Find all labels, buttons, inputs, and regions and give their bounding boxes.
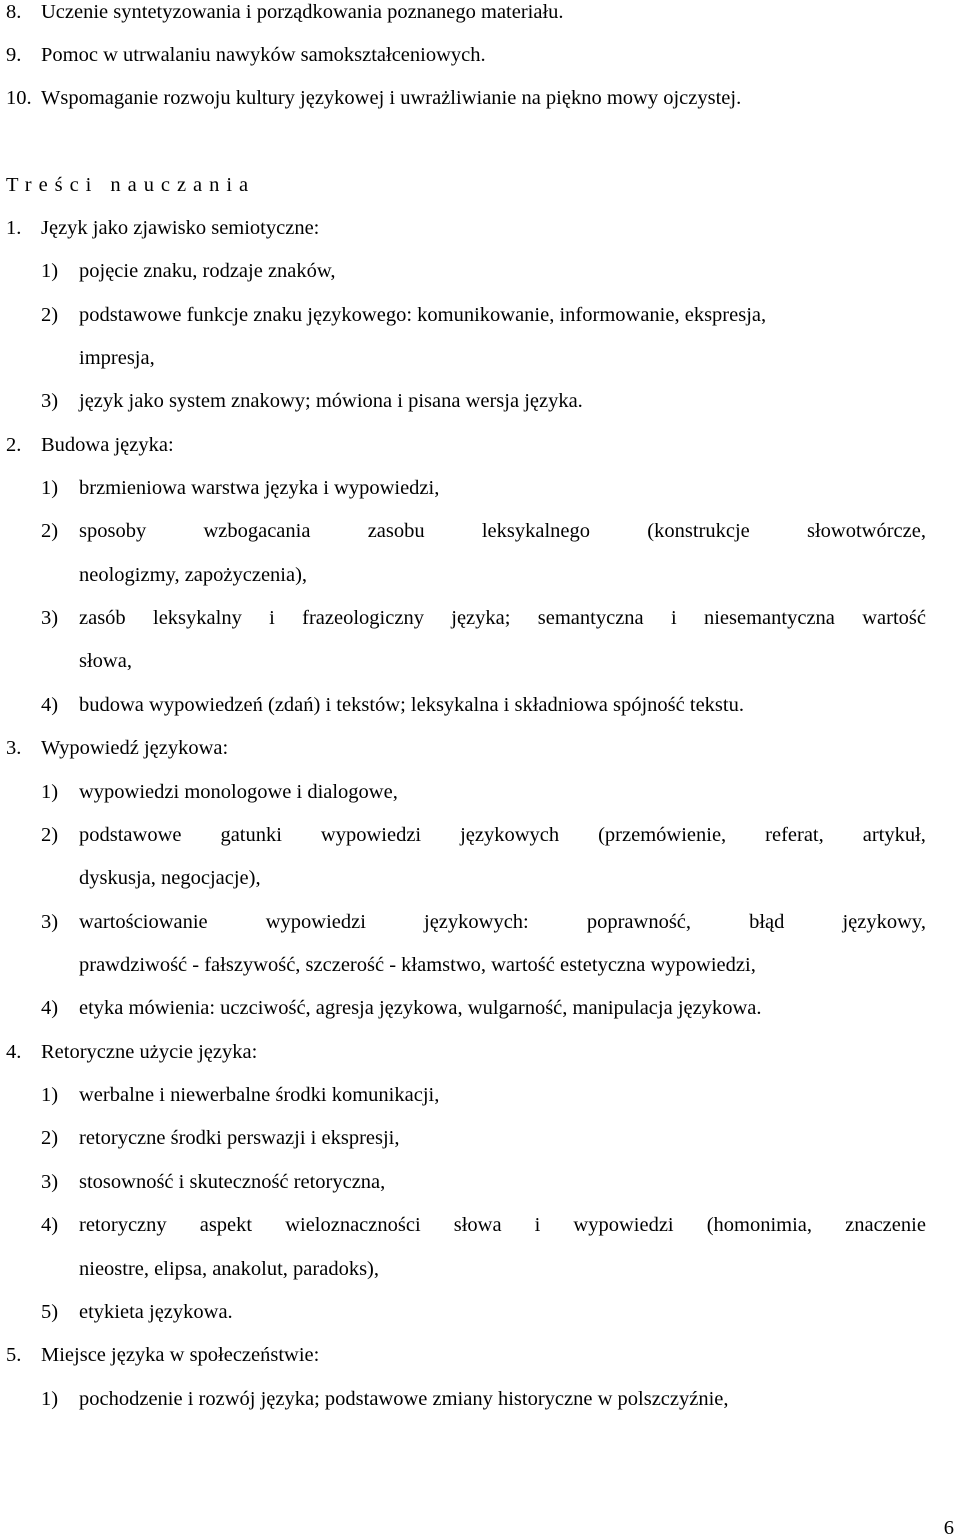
section-title: Budowa języka: bbox=[41, 434, 174, 456]
word: frazeologiczny bbox=[302, 607, 424, 629]
item-text: retoryczne środki perswazji i ekspresji, bbox=[79, 1127, 400, 1149]
goal-number: 10. bbox=[6, 87, 32, 109]
goal-number: 9. bbox=[6, 44, 22, 66]
word: zasób bbox=[79, 607, 126, 629]
word: językowych: bbox=[424, 911, 529, 933]
item-text: etykieta językowa. bbox=[79, 1301, 233, 1323]
section-number: 5. bbox=[6, 1344, 22, 1366]
item-text-continuation: impresja, bbox=[79, 347, 155, 369]
item-text: podstawowe funkcje znaku językowego: komunikowanie, informowanie, ekspresja, bbox=[79, 304, 767, 326]
word: znaczenie bbox=[845, 1214, 926, 1236]
word: języka; bbox=[451, 607, 511, 629]
word: podstawowe bbox=[79, 824, 182, 846]
item-text-continuation: dyskusja, negocjacje), bbox=[79, 867, 261, 889]
goal-text: Wspomaganie rozwoju kultury językowej i uwrażliwianie na piękno mowy ojczystej. bbox=[41, 87, 742, 109]
item-number: 3) bbox=[41, 911, 59, 933]
item-text-continuation: prawdziwość - fałszywość, szczerość - kłamstwo, wartość estetyczna wypowiedzi, bbox=[79, 954, 756, 976]
word: aspekt bbox=[199, 1214, 253, 1236]
word: językowy, bbox=[842, 911, 926, 933]
word: wypowiedzi bbox=[320, 824, 422, 846]
item-text: etyka mówienia: uczciwość, agresja językowa, wulgarność, manipulacja językowa. bbox=[79, 997, 762, 1019]
word: błąd bbox=[749, 911, 785, 933]
section-number: 4. bbox=[6, 1041, 22, 1063]
item-number: 1) bbox=[41, 477, 59, 499]
word: leksykalnego bbox=[481, 520, 591, 542]
section-number: 3. bbox=[6, 737, 22, 759]
word: semantyczna bbox=[537, 607, 644, 629]
item-text: brzmieniowa warstwa języka i wypowiedzi, bbox=[79, 477, 440, 499]
word: niesemantyczna bbox=[703, 607, 835, 629]
word: słowa bbox=[453, 1214, 502, 1236]
word: i bbox=[534, 1214, 541, 1236]
word: referat, bbox=[765, 824, 824, 846]
item-text: pojęcie znaku, rodzaje znaków, bbox=[79, 260, 336, 282]
item-number: 3) bbox=[41, 607, 59, 629]
item-number: 2) bbox=[41, 824, 59, 846]
item-text bbox=[79, 519, 926, 543]
word: artykuł, bbox=[862, 824, 926, 846]
word: zasobu bbox=[367, 520, 425, 542]
goal-number: 8. bbox=[6, 1, 22, 23]
goal-text: Uczenie syntetyzowania i porządkowania poznanego materiału. bbox=[41, 1, 564, 23]
item-text bbox=[79, 823, 926, 847]
item-number: 1) bbox=[41, 1388, 59, 1410]
page-number: 6 bbox=[943, 1517, 954, 1539]
item-text: wypowiedzi monologowe i dialogowe, bbox=[79, 781, 398, 803]
item-text bbox=[79, 1213, 926, 1237]
item-text: werbalne i niewerbalne środki komunikacji, bbox=[79, 1084, 440, 1106]
item-number: 1) bbox=[41, 260, 59, 282]
word: poprawność, bbox=[586, 911, 692, 933]
word: wypowiedzi bbox=[573, 1214, 674, 1236]
word: sposoby bbox=[79, 520, 147, 542]
item-text bbox=[79, 606, 926, 630]
section-title: Retoryczne użycie języka: bbox=[41, 1041, 258, 1063]
item-text: stosowność i skuteczność retoryczna, bbox=[79, 1171, 386, 1193]
word: (przemówienie, bbox=[598, 824, 727, 846]
word: retoryczny bbox=[79, 1214, 167, 1236]
item-number: 1) bbox=[41, 1084, 59, 1106]
word: językowych bbox=[460, 824, 560, 846]
item-text-continuation: nieostre, elipsa, anakolut, paradoks), bbox=[79, 1258, 380, 1280]
item-text-continuation: słowa, bbox=[79, 650, 132, 672]
item-number: 2) bbox=[41, 1127, 59, 1149]
word: (konstrukcje bbox=[647, 520, 750, 542]
item-text: język jako system znakowy; mówiona i pisana wersja języka. bbox=[79, 390, 583, 412]
section-number: 2. bbox=[6, 434, 22, 456]
section-title: Wypowiedź językowa: bbox=[41, 737, 229, 759]
word: wartość bbox=[862, 607, 926, 629]
item-number: 2) bbox=[41, 520, 59, 542]
item-number: 5) bbox=[41, 1301, 59, 1323]
item-number: 4) bbox=[41, 1214, 59, 1236]
word: gatunki bbox=[220, 824, 282, 846]
word: leksykalny bbox=[153, 607, 242, 629]
word: i bbox=[269, 607, 275, 629]
item-text: budowa wypowiedzeń (zdań) i tekstów; leksykalna i składniowa spójność tekstu. bbox=[79, 694, 744, 716]
item-number: 4) bbox=[41, 997, 59, 1019]
item-text bbox=[79, 910, 926, 934]
section-title: Miejsce języka w społeczeństwie: bbox=[41, 1344, 320, 1366]
word: słowotwórcze, bbox=[806, 520, 926, 542]
section-number: 1. bbox=[6, 217, 22, 239]
item-number: 4) bbox=[41, 694, 59, 716]
word: wypowiedzi bbox=[265, 911, 366, 933]
section-title: Język jako zjawisko semiotyczne: bbox=[41, 217, 320, 239]
item-number: 1) bbox=[41, 781, 59, 803]
goal-text: Pomoc w utrwalaniu nawyków samokształceniowych. bbox=[41, 44, 486, 66]
word: wieloznaczności bbox=[285, 1214, 421, 1236]
item-number: 3) bbox=[41, 1171, 59, 1193]
word: wartościowanie bbox=[79, 911, 208, 933]
item-text-continuation: neologizmy, zapożyczenia), bbox=[79, 564, 308, 586]
word: (homonimia, bbox=[706, 1214, 813, 1236]
item-number: 2) bbox=[41, 304, 59, 326]
item-number: 3) bbox=[41, 390, 59, 412]
section-heading: Treści nauczania bbox=[6, 174, 256, 196]
word: wzbogacania bbox=[203, 520, 311, 542]
word: i bbox=[670, 607, 677, 629]
item-text: pochodzenie i rozwój języka; podstawowe zmiany historyczne w polszczyźnie, bbox=[79, 1388, 729, 1410]
